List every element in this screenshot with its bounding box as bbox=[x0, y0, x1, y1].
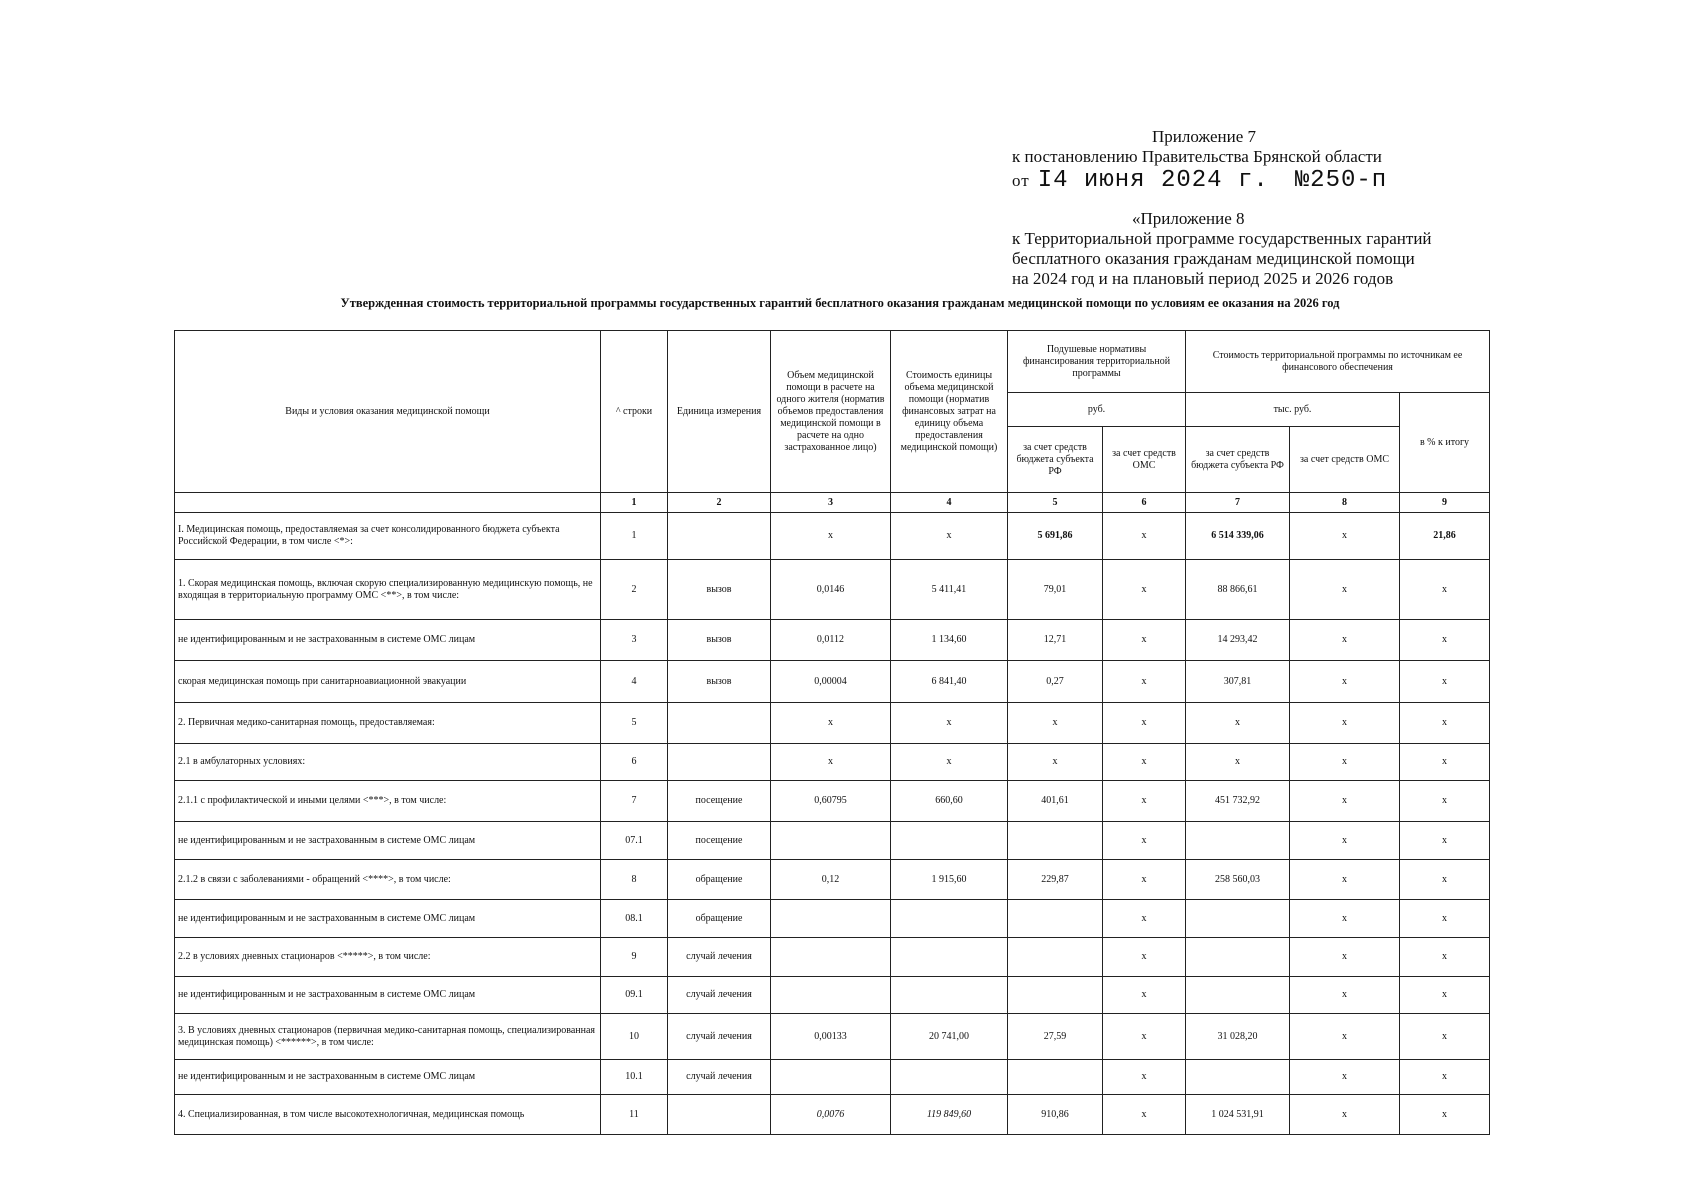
row-program-budget: x bbox=[1186, 703, 1290, 744]
row-percapita-oms: x bbox=[1103, 744, 1186, 781]
col-number-6: 6 bbox=[1103, 493, 1186, 513]
row-unit-cost: 119 849,60 bbox=[891, 1095, 1008, 1135]
document-header bbox=[1012, 127, 1472, 289]
row-percapita-oms: x bbox=[1103, 822, 1186, 860]
date-prefix: от bbox=[1012, 171, 1030, 190]
row-program-budget bbox=[1186, 977, 1290, 1014]
row-percapita-budget: 79,01 bbox=[1008, 560, 1103, 620]
table-row bbox=[175, 822, 1490, 860]
row-volume: x bbox=[771, 513, 891, 560]
row-volume bbox=[771, 1060, 891, 1095]
row-unit-cost bbox=[891, 938, 1008, 977]
row-number: 7 bbox=[601, 781, 668, 822]
table-row bbox=[175, 744, 1490, 781]
row-number: 8 bbox=[601, 860, 668, 900]
row-name: 2.2 в условиях дневных стационаров <*****>, в том числе: bbox=[175, 938, 601, 977]
row-name: 4. Специализированная, в том числе высокотехнологичная, медицинская помощь bbox=[175, 1095, 601, 1135]
row-unit-cost bbox=[891, 822, 1008, 860]
row-percent: x bbox=[1400, 900, 1490, 938]
row-unit-cost: x bbox=[891, 744, 1008, 781]
row-unit-cost: x bbox=[891, 703, 1008, 744]
col-number-2: 2 bbox=[668, 493, 771, 513]
header-oms-thousand: за счет средств ОМС bbox=[1290, 427, 1400, 493]
row-percapita-oms: x bbox=[1103, 513, 1186, 560]
row-program-oms: x bbox=[1290, 620, 1400, 661]
row-program-budget bbox=[1186, 822, 1290, 860]
col-number-1: 1 bbox=[601, 493, 668, 513]
row-unit-cost: x bbox=[891, 513, 1008, 560]
row-number: 11 bbox=[601, 1095, 668, 1135]
header-unit: Единица измерения bbox=[668, 331, 771, 493]
row-unit: вызов bbox=[668, 661, 771, 703]
table-row bbox=[175, 781, 1490, 822]
row-unit bbox=[668, 513, 771, 560]
row-percapita-oms: x bbox=[1103, 938, 1186, 977]
row-unit: случай лечения bbox=[668, 977, 771, 1014]
row-program-budget: 451 732,92 bbox=[1186, 781, 1290, 822]
row-percapita-oms: x bbox=[1103, 860, 1186, 900]
col-number-3: 3 bbox=[771, 493, 891, 513]
header-kind: Виды и условия оказания медицинской помощи bbox=[175, 331, 601, 493]
appendix-number: Приложение 7 bbox=[1152, 127, 1256, 146]
row-number: 2 bbox=[601, 560, 668, 620]
row-number: 5 bbox=[601, 703, 668, 744]
col-number-7: 7 bbox=[1186, 493, 1290, 513]
decree-number: №250-п bbox=[1294, 167, 1388, 194]
row-name: не идентифицированным и не застрахованным в системе ОМС лицам bbox=[175, 900, 601, 938]
row-percapita-budget: 0,27 bbox=[1008, 661, 1103, 703]
row-name: не идентифицированным и не застрахованным в системе ОМС лицам bbox=[175, 620, 601, 661]
row-percent: x bbox=[1400, 1095, 1490, 1135]
row-program-oms: x bbox=[1290, 900, 1400, 938]
row-unit-cost: 660,60 bbox=[891, 781, 1008, 822]
row-percent: x bbox=[1400, 560, 1490, 620]
row-number: 10 bbox=[601, 1014, 668, 1060]
program-reference-1: к Территориальной программе государственных гарантий bbox=[1012, 229, 1432, 248]
table-row bbox=[175, 513, 1490, 560]
header-budget-thousand: за счет средств бюджета субъекта РФ bbox=[1186, 427, 1290, 493]
row-unit: посещение bbox=[668, 822, 771, 860]
row-program-budget: 31 028,20 bbox=[1186, 1014, 1290, 1060]
row-name: I. Медицинская помощь, предоставляемая за счет консолидированного бюджета субъекта Российской Федерации, в том числе <*>: bbox=[175, 513, 601, 560]
row-name: не идентифицированным и не застрахованным в системе ОМС лицам bbox=[175, 1060, 601, 1095]
row-volume: 0,00004 bbox=[771, 661, 891, 703]
row-name: 2. Первичная медико-санитарная помощь, предоставляемая: bbox=[175, 703, 601, 744]
row-unit-cost bbox=[891, 977, 1008, 1014]
row-unit-cost: 5 411,41 bbox=[891, 560, 1008, 620]
row-unit bbox=[668, 744, 771, 781]
row-number: 4 bbox=[601, 661, 668, 703]
row-program-budget: 6 514 339,06 bbox=[1186, 513, 1290, 560]
header-unit-cost: Стоимость единицы объема медицинской помощи (норматив финансовых затрат на единицу объема предоставления медицинской помощи) bbox=[891, 331, 1008, 493]
row-unit: случай лечения bbox=[668, 1060, 771, 1095]
row-volume: x bbox=[771, 703, 891, 744]
col-number-5: 5 bbox=[1008, 493, 1103, 513]
row-program-budget: x bbox=[1186, 744, 1290, 781]
row-percent: x bbox=[1400, 1060, 1490, 1095]
row-name: 2.1 в амбулаторных условиях: bbox=[175, 744, 601, 781]
header-unit-rub: руб. bbox=[1008, 393, 1186, 427]
row-program-oms: x bbox=[1290, 1060, 1400, 1095]
row-unit: случай лечения bbox=[668, 938, 771, 977]
row-name: не идентифицированным и не застрахованным в системе ОМС лицам bbox=[175, 822, 601, 860]
header-per-capita: Подушевые нормативы финансирования территориальной программы bbox=[1008, 331, 1186, 393]
table-row bbox=[175, 560, 1490, 620]
col-number-8: 8 bbox=[1290, 493, 1400, 513]
row-unit: вызов bbox=[668, 560, 771, 620]
row-volume: 0,60795 bbox=[771, 781, 891, 822]
header-volume: Объем медицинской помощи в расчете на одного жителя (норматив объемов предоставления медицинской помощи в расчете на одно застрахованное лицо) bbox=[771, 331, 891, 493]
row-percapita-budget: 12,71 bbox=[1008, 620, 1103, 661]
row-program-budget: 88 866,61 bbox=[1186, 560, 1290, 620]
row-name: 2.1.2 в связи с заболеваниями - обращений <****>, в том числе: bbox=[175, 860, 601, 900]
decree-date: I4 июня 2024 г. bbox=[1037, 167, 1269, 194]
row-percent: 21,86 bbox=[1400, 513, 1490, 560]
row-volume bbox=[771, 938, 891, 977]
row-program-budget: 307,81 bbox=[1186, 661, 1290, 703]
row-program-oms: x bbox=[1290, 822, 1400, 860]
table-row bbox=[175, 661, 1490, 703]
row-percapita-budget: 5 691,86 bbox=[1008, 513, 1103, 560]
row-program-oms: x bbox=[1290, 661, 1400, 703]
table-row bbox=[175, 620, 1490, 661]
row-number: 10.1 bbox=[601, 1060, 668, 1095]
row-number: 07.1 bbox=[601, 822, 668, 860]
row-unit-cost: 6 841,40 bbox=[891, 661, 1008, 703]
row-name: скорая медицинская помощь при санитарноавиационной эвакуации bbox=[175, 661, 601, 703]
row-number: 09.1 bbox=[601, 977, 668, 1014]
table-row bbox=[175, 1060, 1490, 1095]
program-reference-2: бесплатного оказания гражданам медицинской помощи bbox=[1012, 249, 1415, 268]
row-volume: 0,00133 bbox=[771, 1014, 891, 1060]
decree-reference: к постановлению Правительства Брянской области bbox=[1012, 147, 1382, 166]
table-row bbox=[175, 938, 1490, 977]
row-volume: 0,0076 bbox=[771, 1095, 891, 1135]
cost-table bbox=[174, 330, 1490, 1135]
row-percapita-oms: x bbox=[1103, 703, 1186, 744]
decree-date-line bbox=[1012, 167, 1472, 195]
row-percapita-oms: x bbox=[1103, 1014, 1186, 1060]
row-percent: x bbox=[1400, 822, 1490, 860]
col-number-9: 9 bbox=[1400, 493, 1490, 513]
row-unit-cost: 1 915,60 bbox=[891, 860, 1008, 900]
row-unit: случай лечения bbox=[668, 1014, 771, 1060]
header-budget-rub: за счет средств бюджета субъекта РФ bbox=[1008, 427, 1103, 493]
row-unit-cost bbox=[891, 900, 1008, 938]
row-percapita-budget: x bbox=[1008, 744, 1103, 781]
row-percapita-oms: x bbox=[1103, 1060, 1186, 1095]
row-percent: x bbox=[1400, 781, 1490, 822]
row-percapita-oms: x bbox=[1103, 781, 1186, 822]
row-percent: x bbox=[1400, 703, 1490, 744]
row-program-oms: x bbox=[1290, 781, 1400, 822]
row-percapita-budget bbox=[1008, 822, 1103, 860]
table-row bbox=[175, 703, 1490, 744]
header-row-number: ^ строки bbox=[601, 331, 668, 493]
row-program-budget: 14 293,42 bbox=[1186, 620, 1290, 661]
header-oms-rub: за счет средств ОМС bbox=[1103, 427, 1186, 493]
row-percent: x bbox=[1400, 620, 1490, 661]
row-percapita-budget: 910,86 bbox=[1008, 1095, 1103, 1135]
row-percapita-oms: x bbox=[1103, 900, 1186, 938]
row-unit: обращение bbox=[668, 860, 771, 900]
row-program-oms: x bbox=[1290, 744, 1400, 781]
row-unit-cost: 20 741,00 bbox=[891, 1014, 1008, 1060]
row-percapita-budget: 229,87 bbox=[1008, 860, 1103, 900]
row-volume bbox=[771, 977, 891, 1014]
row-number: 1 bbox=[601, 513, 668, 560]
row-number: 6 bbox=[601, 744, 668, 781]
row-percapita-budget bbox=[1008, 938, 1103, 977]
row-percapita-oms: x bbox=[1103, 977, 1186, 1014]
row-percent: x bbox=[1400, 1014, 1490, 1060]
table-row bbox=[175, 1095, 1490, 1135]
row-program-budget: 258 560,03 bbox=[1186, 860, 1290, 900]
row-program-oms: x bbox=[1290, 860, 1400, 900]
row-name: не идентифицированным и не застрахованным в системе ОМС лицам bbox=[175, 977, 601, 1014]
row-name: 3. В условиях дневных стационаров (первичная медико-санитарная помощь, специализированная медицинская помощь) <******>, в том числе: bbox=[175, 1014, 601, 1060]
row-percapita-budget bbox=[1008, 900, 1103, 938]
row-program-oms: x bbox=[1290, 513, 1400, 560]
row-unit bbox=[668, 703, 771, 744]
row-percapita-budget bbox=[1008, 1060, 1103, 1095]
row-program-oms: x bbox=[1290, 938, 1400, 977]
table-row bbox=[175, 977, 1490, 1014]
row-program-budget bbox=[1186, 938, 1290, 977]
row-unit bbox=[668, 1095, 771, 1135]
row-unit: вызов bbox=[668, 620, 771, 661]
row-percapita-oms: x bbox=[1103, 1095, 1186, 1135]
row-volume: 0,12 bbox=[771, 860, 891, 900]
row-percapita-budget: 27,59 bbox=[1008, 1014, 1103, 1060]
table-row bbox=[175, 900, 1490, 938]
row-unit-cost: 1 134,60 bbox=[891, 620, 1008, 661]
row-number: 08.1 bbox=[601, 900, 668, 938]
row-percent: x bbox=[1400, 977, 1490, 1014]
row-program-budget bbox=[1186, 1060, 1290, 1095]
row-percapita-budget bbox=[1008, 977, 1103, 1014]
row-percapita-budget: 401,61 bbox=[1008, 781, 1103, 822]
row-program-oms: x bbox=[1290, 977, 1400, 1014]
row-program-budget: 1 024 531,91 bbox=[1186, 1095, 1290, 1135]
row-percent: x bbox=[1400, 744, 1490, 781]
row-unit-cost bbox=[891, 1060, 1008, 1095]
row-program-oms: x bbox=[1290, 1014, 1400, 1060]
header-program-cost: Стоимость территориальной программы по источникам ее финансового обеспечения bbox=[1186, 331, 1490, 393]
table-row bbox=[175, 1014, 1490, 1060]
row-percapita-oms: x bbox=[1103, 560, 1186, 620]
row-unit: обращение bbox=[668, 900, 771, 938]
appendix-8-label: «Приложение 8 bbox=[1132, 209, 1245, 228]
row-program-oms: x bbox=[1290, 560, 1400, 620]
program-reference-3: на 2024 год и на плановый период 2025 и 2026 годов bbox=[1012, 269, 1394, 288]
header-percent: в % к итогу bbox=[1400, 393, 1490, 493]
row-volume bbox=[771, 822, 891, 860]
row-unit: посещение bbox=[668, 781, 771, 822]
row-name: 1. Скорая медицинская помощь, включая скорую специализированную медицинскую помощь, не входящая в территориальную программу ОМС <**>, в том числе: bbox=[175, 560, 601, 620]
row-percapita-oms: x bbox=[1103, 620, 1186, 661]
table-row bbox=[175, 860, 1490, 900]
row-number: 9 bbox=[601, 938, 668, 977]
row-percent: x bbox=[1400, 661, 1490, 703]
row-number: 3 bbox=[601, 620, 668, 661]
row-name: 2.1.1 с профилактической и иными целями <***>, в том числе: bbox=[175, 781, 601, 822]
row-percent: x bbox=[1400, 860, 1490, 900]
row-program-oms: x bbox=[1290, 1095, 1400, 1135]
row-percent: x bbox=[1400, 938, 1490, 977]
row-volume: 0,0146 bbox=[771, 560, 891, 620]
col-number-4: 4 bbox=[891, 493, 1008, 513]
row-percapita-budget: x bbox=[1008, 703, 1103, 744]
row-volume: 0,0112 bbox=[771, 620, 891, 661]
row-volume bbox=[771, 900, 891, 938]
row-volume: x bbox=[771, 744, 891, 781]
row-percapita-oms: x bbox=[1103, 661, 1186, 703]
row-program-budget bbox=[1186, 900, 1290, 938]
header-unit-thousand: тыс. руб. bbox=[1186, 393, 1400, 427]
row-program-oms: x bbox=[1290, 703, 1400, 744]
table-title: Утвержденная стоимость территориальной программы государственных гарантий бесплатного оказания гражданам медицинской помощи по условиям ее оказания на 2026 год bbox=[340, 296, 1340, 310]
col-number-0 bbox=[175, 493, 601, 513]
